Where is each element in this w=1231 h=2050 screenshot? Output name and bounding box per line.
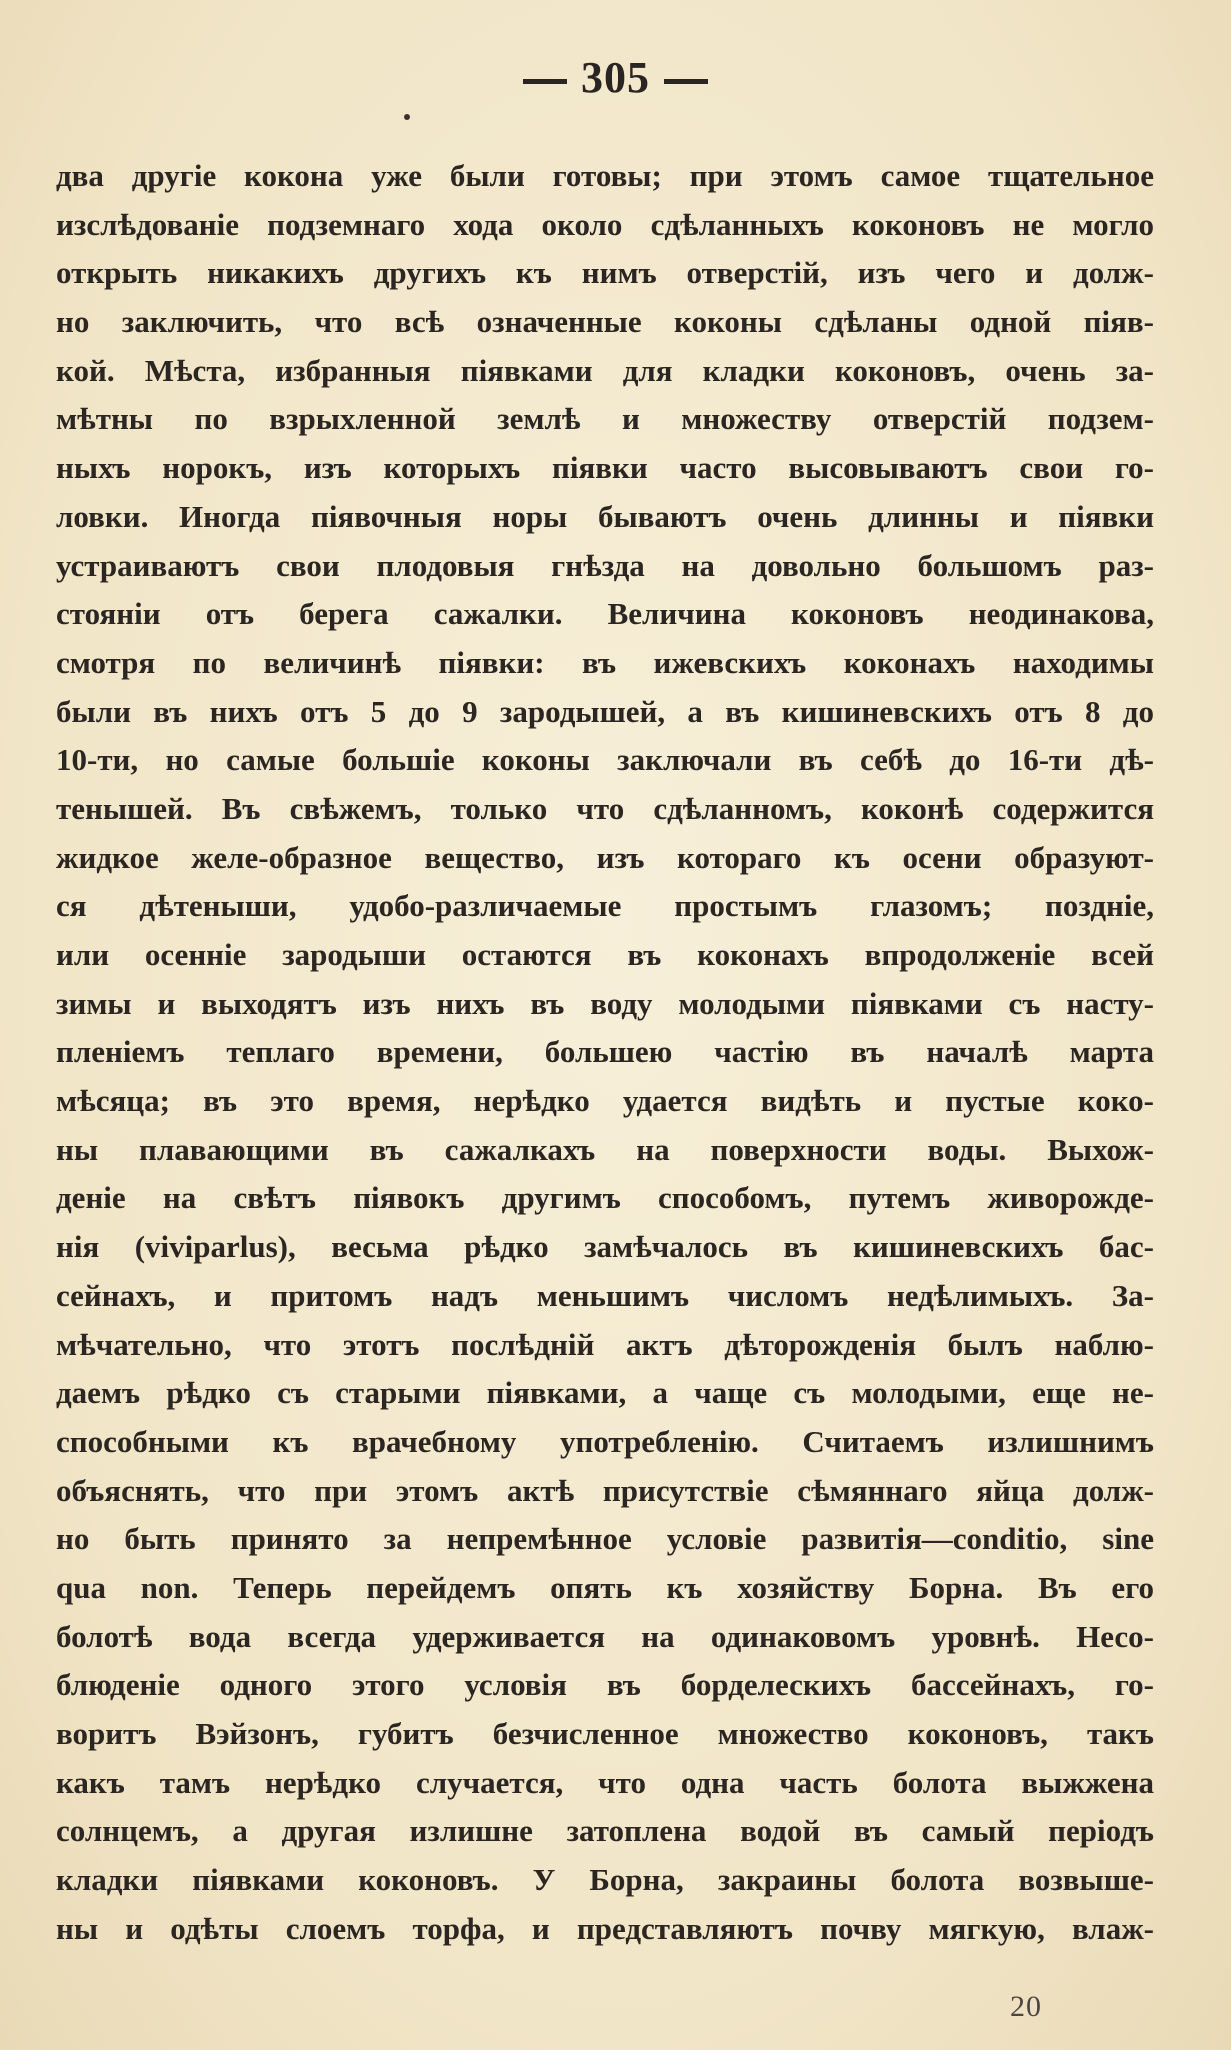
signature-mark: 20 xyxy=(1010,1990,1042,2023)
text-line: кой. Мѣста, избранныя піявками для кладки коконовъ, очень за- xyxy=(56,352,1154,388)
text-line: ны плавающими въ сажалкахъ на поверхности воды. Выхож- xyxy=(56,1131,1154,1167)
page-number: 305 xyxy=(581,53,650,102)
text-line: болотѣ вода всегда удерживается на одинаковомъ уровнѣ. Несо- xyxy=(56,1618,1154,1654)
text-line: ны и одѣты слоемъ торфа, и представляютъ почву мягкую, влаж- xyxy=(56,1910,1154,1946)
text-line: пленіемъ теплаго времени, большею частію въ началѣ марта xyxy=(56,1034,1154,1070)
text-line: были въ нихъ отъ 5 до 9 зародышей, а въ кишиневскихъ отъ 8 до xyxy=(56,693,1154,729)
text-line: жидкое желе-образное вещество, изъ котораго къ осени образуют- xyxy=(56,839,1154,875)
text-line: сейнахъ, и притомъ надъ меньшимъ числомъ недѣлимыхъ. За- xyxy=(56,1277,1154,1313)
text-line: или осенніе зародыши остаются въ коконахъ впродолженіе всей xyxy=(56,937,1154,972)
text-line: солнцемъ, а другая излишне затоплена водой въ самый періодъ xyxy=(56,1813,1154,1849)
text-line: воритъ Вэйзонъ, губитъ безчисленное множество коконовъ, такъ xyxy=(56,1716,1154,1751)
text-line: мѣчательно, что этотъ послѣдній актъ дѣторожденія былъ наблю- xyxy=(56,1326,1154,1362)
text-line: ловки. Иногда піявочныя норы бываютъ очень длинны и піявки xyxy=(56,498,1154,534)
text-line: какъ тамъ нерѣдко случается, что одна часть болота выжжена xyxy=(56,1764,1154,1800)
text-line: мѣтны по взрыхленной землѣ и множеству отверстій подзем- xyxy=(56,401,1154,437)
text-line: зимы и выходятъ изъ нихъ въ воду молодыми піявками съ насту- xyxy=(56,985,1154,1021)
text-line: ся дѣтеныши, удобо-различаемые простымъ глазомъ; поздніе, xyxy=(56,888,1154,924)
text-line: 10-ти, но самые большіе коконы заключали въ себѣ до 16-ти дѣ- xyxy=(56,742,1154,778)
text-line: изслѣдованіе подземнаго хода около сдѣланныхъ коконовъ не могло xyxy=(56,206,1154,242)
text-line: тенышей. Въ свѣжемъ, только что сдѣланномъ, коконѣ содержится xyxy=(56,790,1154,826)
text-line: открыть никакихъ другихъ къ нимъ отверстій, изъ чего и долж- xyxy=(56,255,1154,291)
text-line: смотря по величинѣ піявки: въ ижевскихъ коконахъ находимы xyxy=(56,644,1154,680)
left-dash xyxy=(523,79,567,84)
ink-speck xyxy=(404,114,410,120)
text-line: ныхъ норокъ, изъ которыхъ піявки часто высовываютъ свои го- xyxy=(56,450,1154,486)
text-line: даемъ рѣдко съ старыми піявками, а чаще съ молодыми, еще не- xyxy=(56,1375,1154,1411)
page-number-header xyxy=(0,52,1231,103)
text-line: способными къ врачебному употребленію. Считаемъ излишнимъ xyxy=(56,1423,1154,1459)
text-line: но быть принято за непремѣнное условіе развитія—conditio, sine xyxy=(56,1521,1154,1557)
text-line: стояніи отъ берега сажалки. Величина коконовъ неодинакова, xyxy=(56,596,1154,632)
text-line: устраиваютъ свои плодовыя гнѣзда на довольно большомъ раз- xyxy=(56,547,1154,583)
text-line: два другіе кокона уже были готовы; при этомъ самое тщательное xyxy=(56,158,1154,193)
text-line: но заключить, что всѣ означенные коконы сдѣланы одной піяв- xyxy=(56,304,1154,340)
body-text xyxy=(56,152,1154,1953)
text-line: qua non. Теперь перейдемъ опять къ хозяйству Борна. Въ его xyxy=(56,1569,1154,1605)
text-line: нія (viviparlus), весьма рѣдко замѣчалось въ кишиневскихъ бас- xyxy=(56,1229,1154,1265)
text-line: кладки піявками коконовъ. У Борна, закраины болота возвыше- xyxy=(56,1862,1154,1898)
right-dash xyxy=(664,79,708,84)
text-line: мѣсяца; въ это время, нерѣдко удается видѣть и пустые коко- xyxy=(56,1083,1154,1119)
text-line: деніе на свѣтъ піявокъ другимъ способомъ, путемъ живорожде- xyxy=(56,1180,1154,1216)
text-line: объяснять, что при этомъ актѣ присутствіе сѣмяннаго яйца долж- xyxy=(56,1472,1154,1508)
text-line: блюденіе одного этого условія въ борделескихъ бассейнахъ, го- xyxy=(56,1667,1154,1703)
